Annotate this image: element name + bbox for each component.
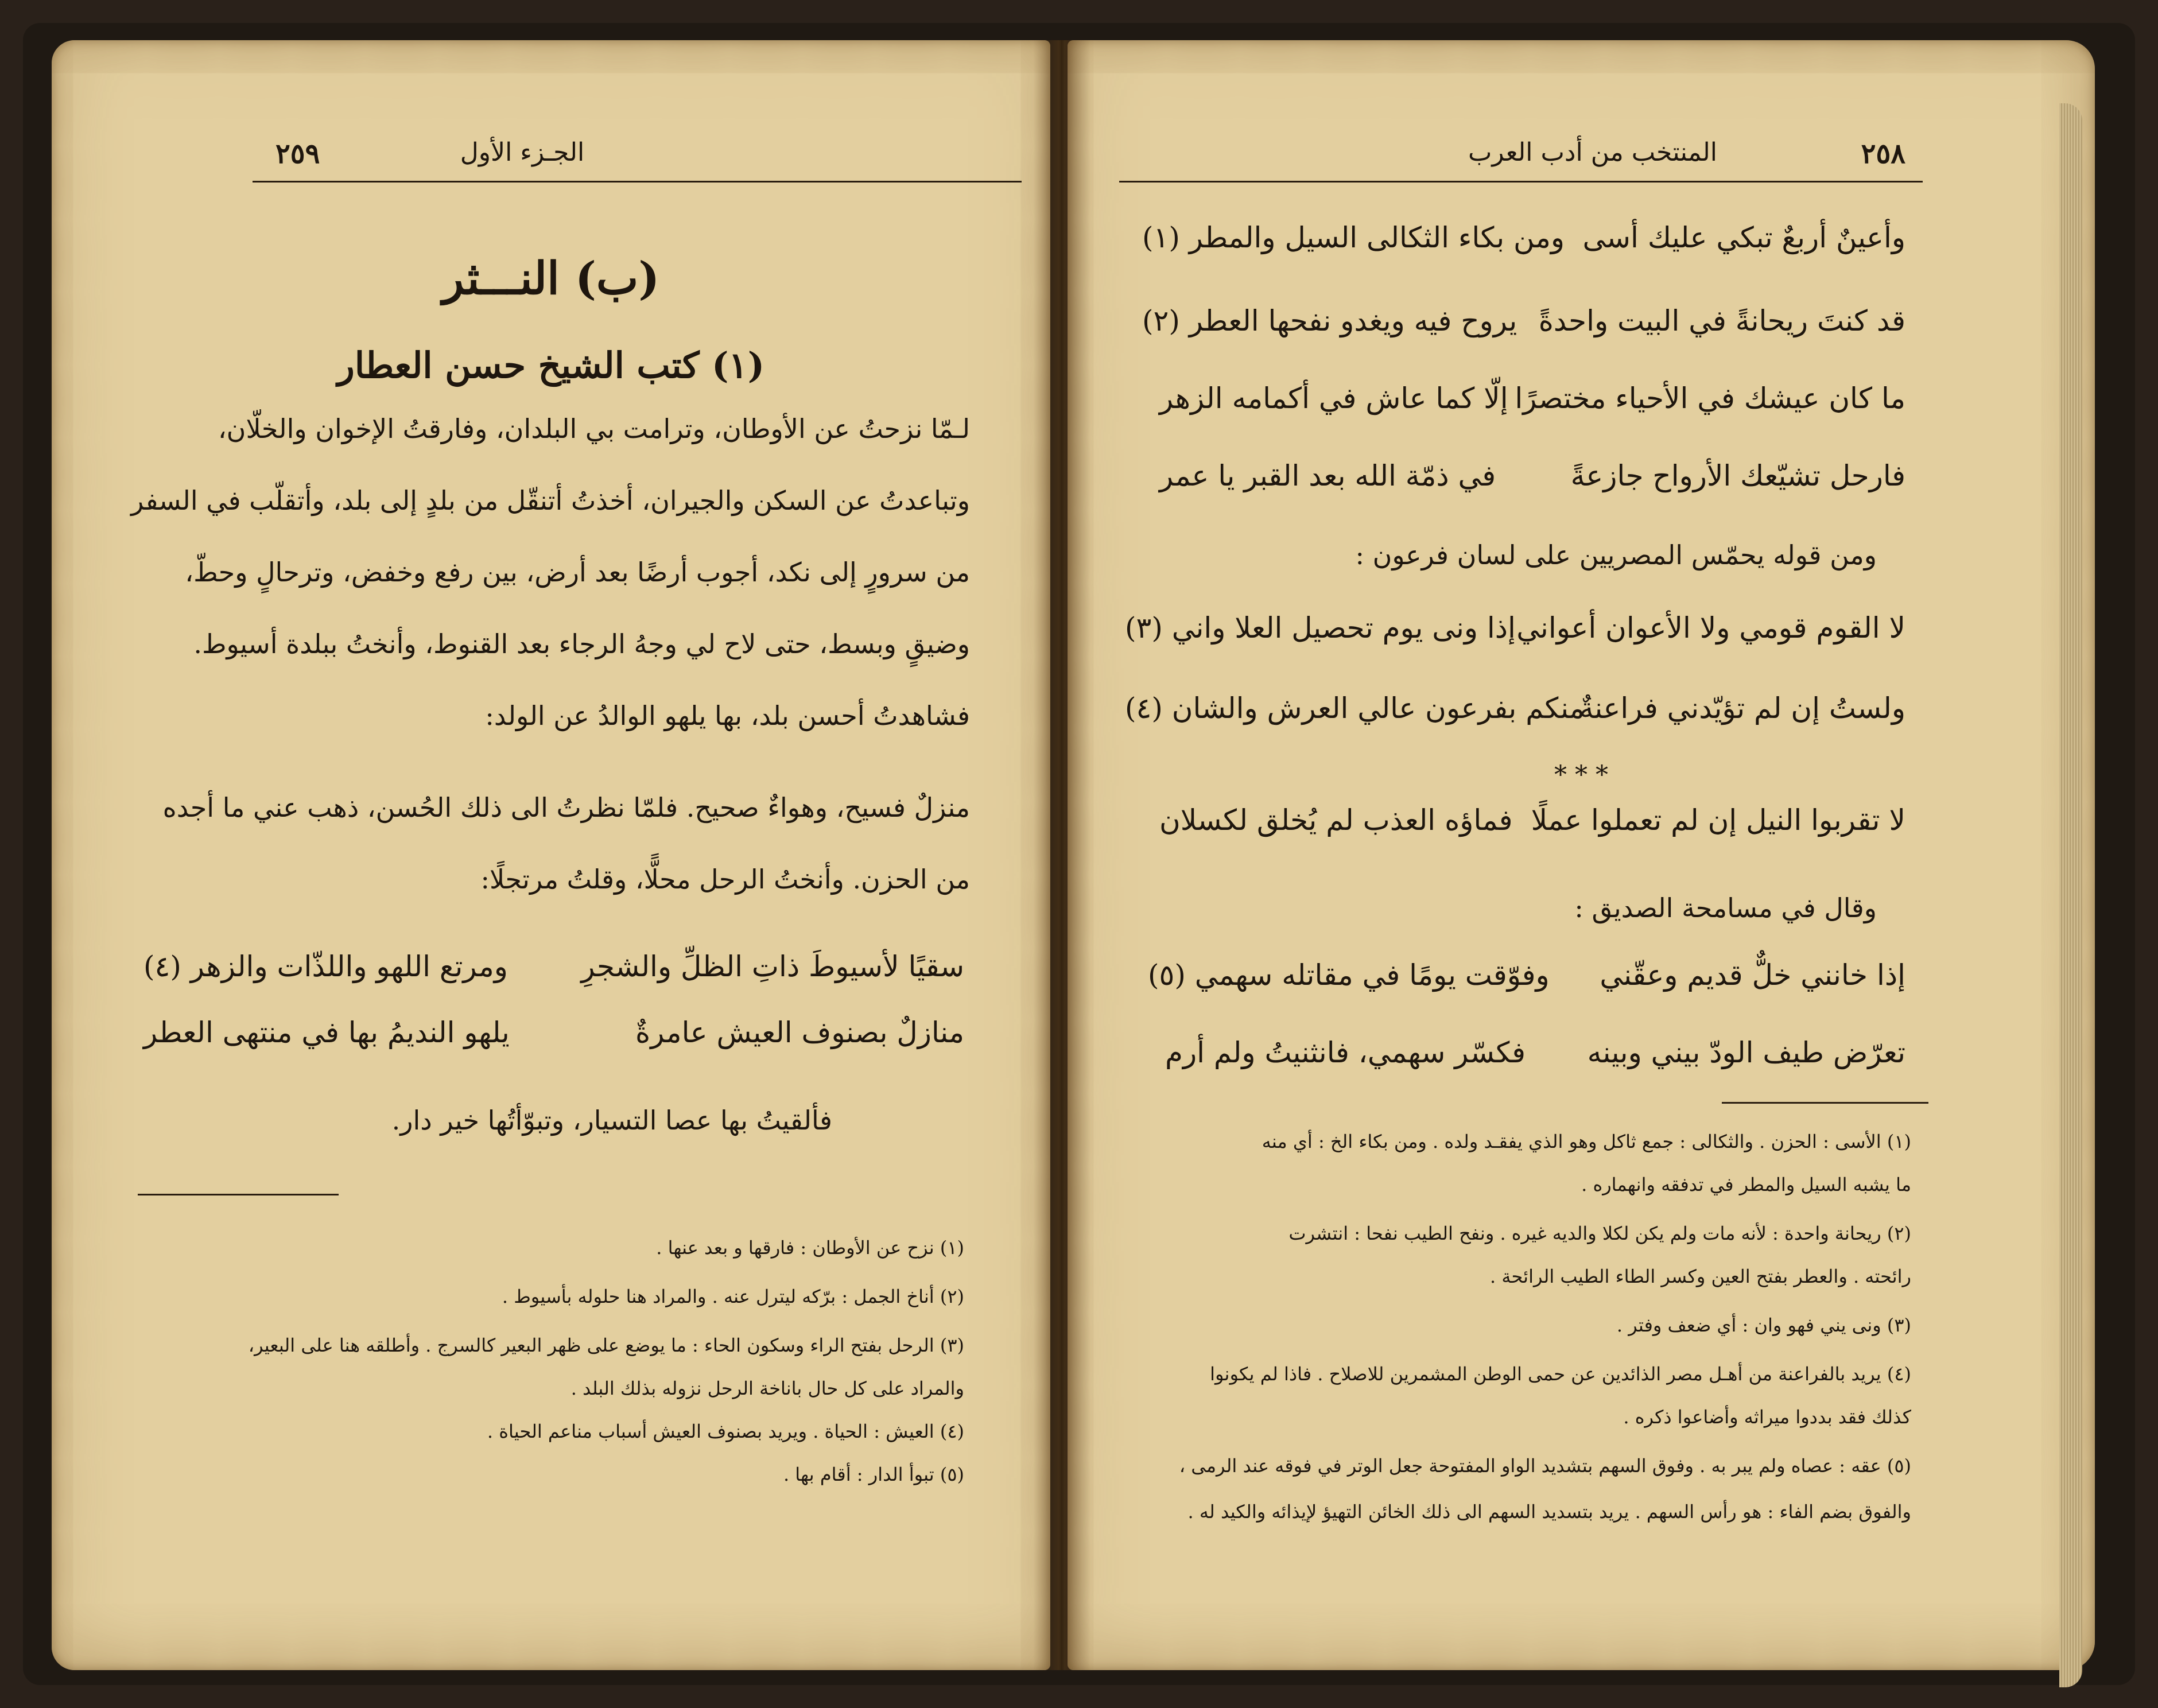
page-number: ٢٥٨ [1861, 138, 1905, 170]
book-gutter [1033, 40, 1090, 1670]
footnote: كذلك فقد بددوا ميراثه وأضاعوا ذكره . [1623, 1406, 1911, 1428]
footnote: (٣) ونى يني فهو وان : أي ضعف وفتر . [1616, 1314, 1911, 1336]
verse-hemistich-first: منازلٌ بصنوف العيش عامرةٌ [635, 1016, 964, 1049]
verse-hemistich-second: في ذمّة الله بعد القبر يا عمر [1159, 459, 1496, 492]
verse-hemistich-second: فماؤه العذب لم يُخلق لكسلان [1159, 803, 1513, 837]
section-title: (ب) النـــثر [442, 253, 660, 305]
verse-intro: ومن قوله يحمّس المصريين على لسان فرعون : [1355, 539, 1877, 570]
footnote: (٥) تبوأ الدار : أقام بها . [783, 1464, 964, 1485]
footnote: (٤) يريد بالفراعنة من أهـل مصر الذائدين عن حمى الوطن المشمرين للاصلاح . فاذا لم يكونوا [1210, 1363, 1911, 1385]
page-number: ٢٥٩ [275, 138, 320, 170]
verse-hemistich-first: وأعينٌ أربعٌ تبكي عليك أسى [1582, 221, 1905, 254]
footnote: (٣) الرحل بفتح الراء وسكون الحاء : ما يوضع على ظهر البعير كالسرج . وأطلقه هنا على البعير، [248, 1334, 964, 1356]
left-page-header [52, 138, 1050, 178]
verse-hemistich-second: يلهو النديمُ بها في منتهى العطر [143, 1016, 510, 1049]
verse-hemistich-second: ومن بكاء الثكالى السيل والمطر (١) [1142, 221, 1565, 254]
verse-hemistich-second: إذا ونى يوم تحصيل العلا واني (٣) [1125, 611, 1516, 645]
footnote: (١) الأسى : الحزن . والثكالى : جمع ثاكل وهو الذي يفقـد ولده . ومن بكاء الخ : أي منه [1262, 1131, 1911, 1152]
page-edges [2059, 103, 2082, 1687]
prose-line: وضيقٍ وبسط، حتى لاح لي وجهُ الرجاء بعد القنوط، وأنختُ ببلدة أسيوط. [193, 628, 970, 659]
left-page [52, 40, 1050, 1670]
verse-intro: وقال في مسامحة الصديق : [1574, 892, 1877, 923]
verse-hemistich-first: فارحل تشيّعك الأرواح جازعةً [1570, 459, 1905, 492]
footnote: ما يشبه السيل والمطر في تدفقه وانهماره . [1581, 1174, 1911, 1195]
prose-line: من سرورٍ إلى نكد، أجوب أرضًا بعد أرض، بين رفع وخفض، وترحالٍ وحطّ، [185, 557, 970, 588]
verse-hemistich-second: إلّا كما عاش في أكمامه الزهر [1159, 382, 1508, 415]
prose-line: وتباعدتُ عن السكن والجيران، أخذتُ أتنقّل من بلدٍ إلى بلد، وأتقلّب في السفر [131, 485, 970, 516]
footnote: (١) نزح عن الأوطان : فارقها و بعد عنها . [656, 1237, 964, 1259]
verse-hemistich-first: قد كنتَ ريحانةً في البيت واحدةً [1538, 304, 1905, 337]
right-page [1068, 40, 2095, 1670]
verse-hemistich-second: فكسّر سهمي، فانثنيتُ ولم أرم [1165, 1036, 1526, 1069]
header-rule [1119, 181, 1923, 183]
footnote-rule [1722, 1102, 1928, 1104]
running-head: المنتخب من أدب العرب [1468, 138, 1718, 167]
verse-hemistich-second: يروح فيه ويغدو نفحها العطر (٢) [1142, 304, 1517, 337]
footnote: (٤) العيش : الحياة . ويريد بصنوف العيش أسباب مناعم الحياة . [487, 1420, 964, 1442]
closing-line: فألقيتُ بها عصا التسيار، وتبوّأتُها خير دار. [391, 1105, 832, 1136]
section-subtitle: (١) كتب الشيخ حسن العطار [337, 344, 765, 386]
footnote: رائحته . والعطر بفتح العين وكسر الطاء الطيب الرائحة . [1490, 1266, 1911, 1287]
footnote-rule [138, 1194, 339, 1195]
verse-hemistich-first: ما كان عيشك في الأحياء مختصرًا [1515, 382, 1905, 415]
verse-hemistich-first: لا تقربوا النيل إن لم تعملوا عملًا [1531, 803, 1905, 837]
prose-line: من الحزن. وأنختُ الرحل محلًّا، وقلتُ مرتجلًا: [480, 864, 970, 895]
header-rule [253, 181, 1022, 183]
prose-line: لـمّا نزحتُ عن الأوطان، وترامت بي البلدان، وفارقتُ الإخوان والخلّان، [218, 413, 970, 444]
prose-line: منزلٌ فسيح، وهواءٌ صحيح. فلمّا نظرتُ الى ذلك الحُسن، ذهب عني ما أجده [162, 792, 970, 823]
verse-hemistich-first: سقيًا لأسيوطَ ذاتِ الظلِّ والشجرِ [581, 950, 964, 983]
footnote: (٥) عقه : عصاه ولم يبر به . وفوق السهم بتشديد الواو المفتوحة جعل الوتر في فوقه عند الرمى ، [1179, 1455, 1911, 1477]
verse-hemistich-second: وفوّقت يومًا في مقاتله سهمي (٥) [1148, 958, 1550, 992]
footnote: والفوق بضم الفاء : هو رأس السهم . يريد بتسديد السهم الى ذلك الخائن التهيؤ لإيذائه والكيد له . [1187, 1501, 1911, 1523]
footnote: (٢) ريحانة واحدة : لأنه مات ولم يكن لكلا والديه غيره . ونفح الطيب نفحا : انتشرت [1288, 1222, 1911, 1244]
right-page-header [1068, 138, 2095, 178]
section-separator: * * * [1554, 760, 1608, 790]
verse-hemistich-second: ومرتع اللهو واللذّات والزهر (٤) [143, 950, 508, 983]
prose-line: فشاهدتُ أحسن بلد، بها يلهو الوالدُ عن الولد: [485, 700, 970, 731]
verse-hemistich-first: ولستُ إن لم تؤيّدني فراعنةٌ [1579, 692, 1905, 725]
verse-hemistich-first: إذا خانني خلٌّ قديم وعقّني [1600, 958, 1905, 992]
footnote: والمراد على كل حال باناخة الرحل نزوله بذلك البلد . [570, 1377, 964, 1399]
verse-hemistich-first: تعرّض طيف الودّ بيني وبينه [1587, 1036, 1905, 1069]
footnote: (٢) أناخ الجمل : برّكه ليترل عنه . والمراد هنا حلوله بأسيوط . [502, 1286, 964, 1307]
verse-hemistich-second: منكم بفرعون عالي العرش والشان (٤) [1125, 692, 1585, 725]
verse-hemistich-first: لا القوم قومي ولا الأعوان أعواني [1516, 611, 1905, 645]
running-head: الجـزء الأول [460, 138, 585, 167]
